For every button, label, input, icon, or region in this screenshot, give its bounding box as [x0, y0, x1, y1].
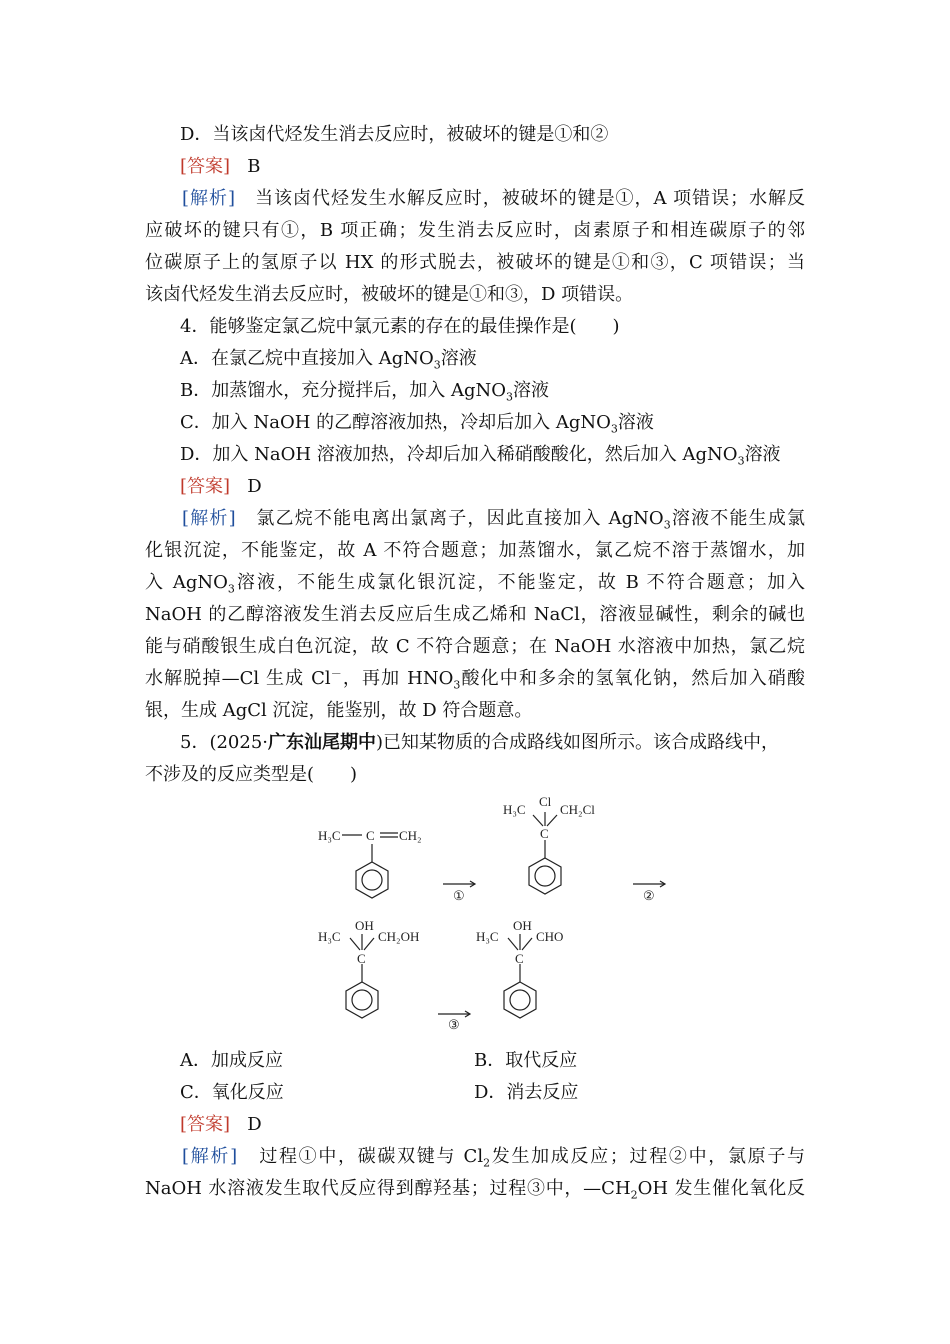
q5-option-d: D．消去反应 — [474, 1082, 579, 1103]
m4-h3c: H₃C — [476, 929, 499, 944]
m1-c: C — [366, 828, 375, 843]
stem-text: )已知某物质的合成路线如图所示。该合成路线中， — [376, 732, 780, 753]
subscript: 2 — [483, 1156, 491, 1170]
q4-analysis-line-5: 能与硝酸银生成白色沉淀，故 C 不符合题意；在 NaOH 水溶液中加热，氯乙烷 — [145, 636, 805, 657]
q5-analysis-line-2 — [145, 1178, 805, 1200]
q4-option-a — [180, 348, 477, 370]
option-text: 溶液 — [512, 380, 549, 401]
analysis-text: 溶液，不能生成氯化银沉淀，不能鉴定，故 B 不符合题意；加入 — [234, 572, 806, 593]
option-text: C．加入 NaOH 的乙醇溶液加热，冷却后加入 AgNO — [180, 412, 611, 433]
subscript: 3 — [663, 518, 671, 532]
analysis-label: [解析] — [182, 1146, 238, 1167]
option-text: B．加蒸馏水，充分搅拌后，加入 AgNO — [180, 380, 506, 401]
m1-h3c: H₃C — [318, 828, 341, 843]
q5-stem-line-2: 不涉及的反应类型是( ) — [145, 764, 358, 785]
analysis-text: 溶液不能生成氯 — [670, 508, 806, 529]
q4-option-b — [180, 380, 549, 402]
benzene-ring-1 — [356, 862, 388, 898]
benzene-ring-3 — [346, 982, 378, 1018]
analysis-text: 过程①中，碳碳双键与 Cl — [259, 1146, 484, 1167]
subscript: 3 — [453, 678, 461, 692]
analysis-text: NaOH 水溶液发生取代反应得到醇羟基；过程③中，—CH — [145, 1178, 631, 1199]
step-2-label: ② — [643, 888, 655, 903]
m2-ch2cl: CH₂Cl — [560, 802, 595, 817]
m3-ch2oh: CH₂OH — [378, 929, 420, 944]
answer-label: [答案] — [180, 1114, 231, 1135]
q5-option-c: C．氧化反应 — [180, 1082, 284, 1103]
option-text: 溶液 — [440, 348, 477, 369]
q4-analysis-line-7: 银，生成 AgCl 沉淀，能鉴别，故 D 符合题意。 — [145, 700, 533, 721]
step-3-label: ③ — [448, 1017, 460, 1032]
q3-analysis-line-1 — [145, 188, 805, 210]
analysis-label: [解析] — [182, 508, 236, 529]
m3-h3c: H₃C — [318, 929, 341, 944]
option-text: 溶液 — [744, 444, 781, 465]
subscript: 3 — [227, 582, 235, 596]
option-text: D．加入 NaOH 溶液加热，冷却后加入稀硝酸酸化，然后加入 AgNO — [180, 444, 738, 465]
m4-cho: CHO — [536, 929, 564, 944]
analysis-text: 氯乙烷不能电离出氯离子，因此直接加入 AgNO — [256, 508, 664, 529]
option-text: A．在氯乙烷中直接加入 AgNO — [180, 348, 434, 369]
benzene-ring-4 — [504, 982, 536, 1018]
answer-value: D — [247, 1114, 262, 1135]
subscript: 3 — [505, 390, 513, 404]
q5-analysis-line-1 — [145, 1146, 805, 1168]
m4-oh: OH — [513, 918, 532, 933]
q3-option-d: D．当该卤代烃发生消去反应时，被破坏的键是①和② — [180, 124, 609, 145]
analysis-text: OH 发生催化氧化反 — [637, 1178, 805, 1199]
synthesis-route-diagram — [300, 792, 700, 1042]
m2-h3c: H₃C — [503, 802, 526, 817]
q4-analysis-line-2: 化银沉淀，不能鉴定，故 A 不符合题意；加蒸馏水，氯乙烷不溶于蒸馏水，加 — [145, 540, 805, 561]
stem-source: 广东汕尾期中 — [268, 732, 377, 753]
q5-option-a: A．加成反应 — [180, 1050, 283, 1071]
benzene-ring-2 — [529, 858, 561, 894]
option-text: 溶液 — [617, 412, 654, 433]
m4-c: C — [515, 951, 524, 966]
q3-analysis-line-2: 应破坏的键只有①，B 项正确；发生消去反应时，卤素原子和相连碳原子的邻 — [145, 220, 805, 241]
analysis-text: 发生加成反应；过程②中，氯原子与 — [490, 1146, 806, 1167]
q4-analysis-line-4: NaOH 的乙醇溶液发生消去反应后生成乙烯和 NaCl，溶液显碱性，剩余的碱也 — [145, 604, 805, 625]
q4-analysis-line-1 — [145, 508, 805, 530]
m1-ch2: CH₂ — [399, 828, 422, 843]
analysis-text: 当该卤代烃发生水解反应时，被破坏的键是①，A 项错误；水解反 — [255, 188, 806, 209]
q4-stem: 4．能够鉴定氯乙烷中氯元素的存在的最佳操作是( ) — [180, 316, 620, 337]
q4-answer — [180, 476, 262, 498]
m2-c: C — [540, 826, 549, 841]
subscript: 3 — [737, 454, 745, 468]
stem-text: 5．(2025· — [180, 732, 269, 753]
q3-analysis-line-3: 位碳原子上的氢原子以 HX 的形式脱去，被破坏的键是①和③，C 项错误；当 — [145, 252, 805, 273]
subscript: 3 — [610, 422, 618, 436]
q5-stem — [180, 732, 779, 754]
m3-oh: OH — [355, 918, 374, 933]
m2-cl: Cl — [539, 794, 552, 809]
q5-option-b: B．取代反应 — [474, 1050, 578, 1071]
analysis-text: 酸化中和多余的氢氧化钠，然后加入硝酸 — [460, 668, 805, 689]
q4-analysis-line-3 — [145, 572, 805, 594]
superscript: － — [330, 667, 342, 680]
answer-value: B — [247, 156, 261, 177]
q4-option-c — [180, 412, 654, 434]
answer-label: [答案] — [180, 156, 231, 177]
answer-label: [答案] — [180, 476, 231, 497]
subscript: 2 — [630, 1188, 638, 1202]
q5-answer — [180, 1114, 262, 1136]
answer-value: D — [247, 476, 262, 497]
analysis-text: 入 AgNO — [145, 572, 228, 593]
analysis-label: [解析] — [182, 188, 235, 209]
analysis-text: ，再加 HNO — [341, 668, 454, 689]
m3-c: C — [357, 951, 366, 966]
step-1-label: ① — [453, 888, 465, 903]
analysis-text: 水解脱掉—Cl 生成 Cl — [145, 668, 331, 689]
subscript: 3 — [433, 358, 441, 372]
q4-analysis-line-6 — [145, 668, 805, 690]
q4-option-d — [180, 444, 781, 466]
q3-answer — [180, 156, 260, 178]
q3-analysis-line-4: 该卤代烃发生消去反应时，被破坏的键是①和③，D 项错误。 — [145, 284, 634, 305]
